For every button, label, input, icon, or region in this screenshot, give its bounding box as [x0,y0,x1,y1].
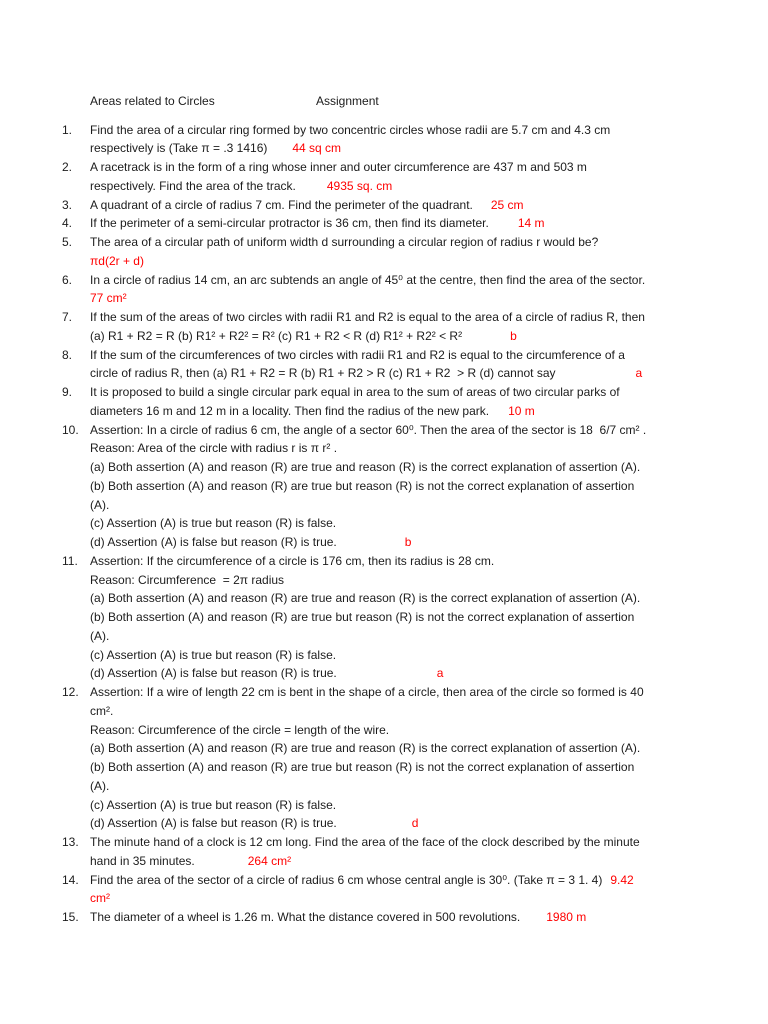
answer-text: 9.42 [610,872,634,887]
answer-text: 25 cm [490,197,524,212]
document-header [0,92,768,111]
answer-text: b [510,328,517,343]
question-line: If the sum of the circumferences of two circles with radii R1 and R2 is equal to the circumference of a [90,347,625,362]
document-label: Assignment [316,94,379,108]
question-line: The area of a circular path of uniform width d surrounding a circular region of radius r would be? [90,235,599,250]
question-line [90,871,768,890]
question-text: hand in 35 minutes. [90,853,195,868]
answer-text: 264 cm² [247,853,292,868]
question-line [90,177,768,196]
question-9 [0,383,768,421]
question-line [90,908,768,927]
answer-text: 14 m [517,216,545,231]
question-options: (a) R1 + R2 = R (b) R1² + R2² = R² (c) R1 + R2 < R (d) R1² + R2² < R² [90,328,463,343]
reason-line: Reason: Circumference of the circle = length of the wire. [90,722,390,737]
option-b: (b) Both assertion (A) and reason (R) are true but reason (R) is not the correct explanation of assertion [90,760,635,775]
option-d: (d) Assertion (A) is false but reason (R) is true. [90,816,337,831]
question-line: It is proposed to build a single circular park equal in area to the sum of areas of two circular parks of [90,385,620,400]
option-d: (d) Assertion (A) is false but reason (R) is true. [90,535,337,550]
answer-text-cont: cm² [90,891,110,906]
question-text: The diameter of a wheel is 1.26 m. What the distance covered in 500 revolutions. [90,910,521,925]
question-number: 13. [62,835,79,850]
question-number: 11. [62,553,78,568]
question-text: Find the area of the sector of a circle of radius 6 cm whose central angle is 30⁰. (Take π = 3 1. 4) [90,872,603,887]
question-line: A racetrack is in the form of a ring whose inner and outer circumference are 437 m and 503 m [90,160,587,175]
question-line [90,327,768,346]
option-a: (a) Both assertion (A) and reason (R) are true and reason (R) is the correct explanation of assertion (A). [90,460,641,475]
question-text: respectively is (Take π = .3 1416) [90,141,268,156]
question-line [90,196,768,215]
question-text: If the perimeter of a semi-circular protractor is 36 cm, then find its diameter. [90,216,489,231]
question-8 [0,346,768,384]
answer-text: d [411,816,419,831]
question-7 [0,308,768,346]
question-line: In a circle of radius 14 cm, an arc subtends an angle of 45⁰ at the centre, then find the area of the sector. [90,272,646,287]
question-number: 4. [62,216,73,231]
answer-text: 4935 sq. cm [326,178,393,193]
question-line: Find the area of a circular ring formed by two concentric circles whose radii are 5.7 cm and 4.3 cm [90,122,611,137]
answer-text: 77 cm² [90,291,127,306]
option-b: (b) Both assertion (A) and reason (R) are true but reason (R) is not the correct explanation of assertion [90,478,635,493]
question-11 [0,552,768,683]
option-c: (c) Assertion (A) is true but reason (R) is false. [90,797,337,812]
option-d: (d) Assertion (A) is false but reason (R) is true. [90,666,337,681]
question-number: 15. [62,910,79,925]
question-number: 9. [62,385,73,400]
question-options: circle of radius R, then (a) R1 + R2 = R (b) R1 + R2 > R (c) R1 + R2 > R (d) cannot say [90,366,556,381]
question-line [90,852,768,871]
answer-text: 1980 m [546,910,587,925]
answer-text: 10 m [508,403,535,418]
reason-line: Reason: Area of the circle with radius r is π r² . [90,441,338,456]
question-2 [0,158,768,196]
question-number: 8. [62,347,73,362]
document-title: Areas related to Circles [90,94,215,108]
question-text: respectively. Find the area of the track. [90,178,296,193]
answer-text: 44 sq cm [292,141,342,156]
question-15 [0,908,768,927]
question-4 [0,214,768,233]
question-12 [0,683,768,833]
question-14 [0,871,768,909]
assertion-line: Assertion: If a wire of length 22 cm is bent in the shape of a circle, then area of the circle so formed is 40 [90,685,644,700]
question-number: 2. [62,160,73,175]
question-line [90,139,768,158]
option-c: (c) Assertion (A) is true but reason (R) is false. [90,647,337,662]
question-5 [0,233,768,271]
question-6 [0,271,768,309]
option-d-line [90,533,768,552]
assertion-line: Assertion: If the circumference of a circle is 176 cm, then its radius is 28 cm. [90,553,495,568]
answer-text: πd(2r + d) [90,253,144,268]
question-number: 3. [62,197,73,212]
question-text: diameters 16 m and 12 m in a locality. Then find the radius of the new park. [90,403,490,418]
option-a: (a) Both assertion (A) and reason (R) are true and reason (R) is the correct explanation of assertion (A). [90,591,641,606]
question-line: The minute hand of a clock is 12 cm long. Find the area of the face of the clock described by the minute [90,835,640,850]
question-number: 7. [62,310,73,325]
assertion-line-cont: cm². [90,703,114,718]
answer-text: b [404,535,412,550]
question-list [0,121,768,927]
option-b-cont: (A). [90,628,110,643]
option-a: (a) Both assertion (A) and reason (R) are true and reason (R) is the correct explanation of assertion (A). [90,741,641,756]
answer-text: a [436,666,444,681]
question-number: 1. [62,122,73,137]
question-number: 5. [62,235,73,250]
question-10 [0,421,768,552]
option-d-line [90,814,768,833]
answer-text: a [635,366,643,381]
question-text: A quadrant of a circle of radius 7 cm. Find the perimeter of the quadrant. [90,197,473,212]
question-number: 10. [62,422,79,437]
question-line [90,402,768,421]
option-d-line [90,664,768,683]
question-number: 14. [62,872,79,887]
assertion-line: Assertion: In a circle of radius 6 cm, the angle of a sector 60⁰. Then the area of the sector is 18 6/7 cm² . [90,422,647,437]
option-b-cont: (A). [90,778,110,793]
question-line [90,364,768,383]
question-number: 6. [62,272,73,287]
question-1 [0,121,768,159]
question-3 [0,196,768,215]
question-line: If the sum of the areas of two circles with radii R1 and R2 is equal to the area of a circle of radius R, then [90,310,645,325]
reason-line: Reason: Circumference = 2π radius [90,572,285,587]
question-line [90,214,768,233]
option-b: (b) Both assertion (A) and reason (R) are true but reason (R) is not the correct explanation of assertion [90,610,635,625]
option-b-cont: (A). [90,497,110,512]
option-c: (c) Assertion (A) is true but reason (R) is false. [90,516,337,531]
question-13 [0,833,768,871]
question-number: 12. [62,685,79,700]
